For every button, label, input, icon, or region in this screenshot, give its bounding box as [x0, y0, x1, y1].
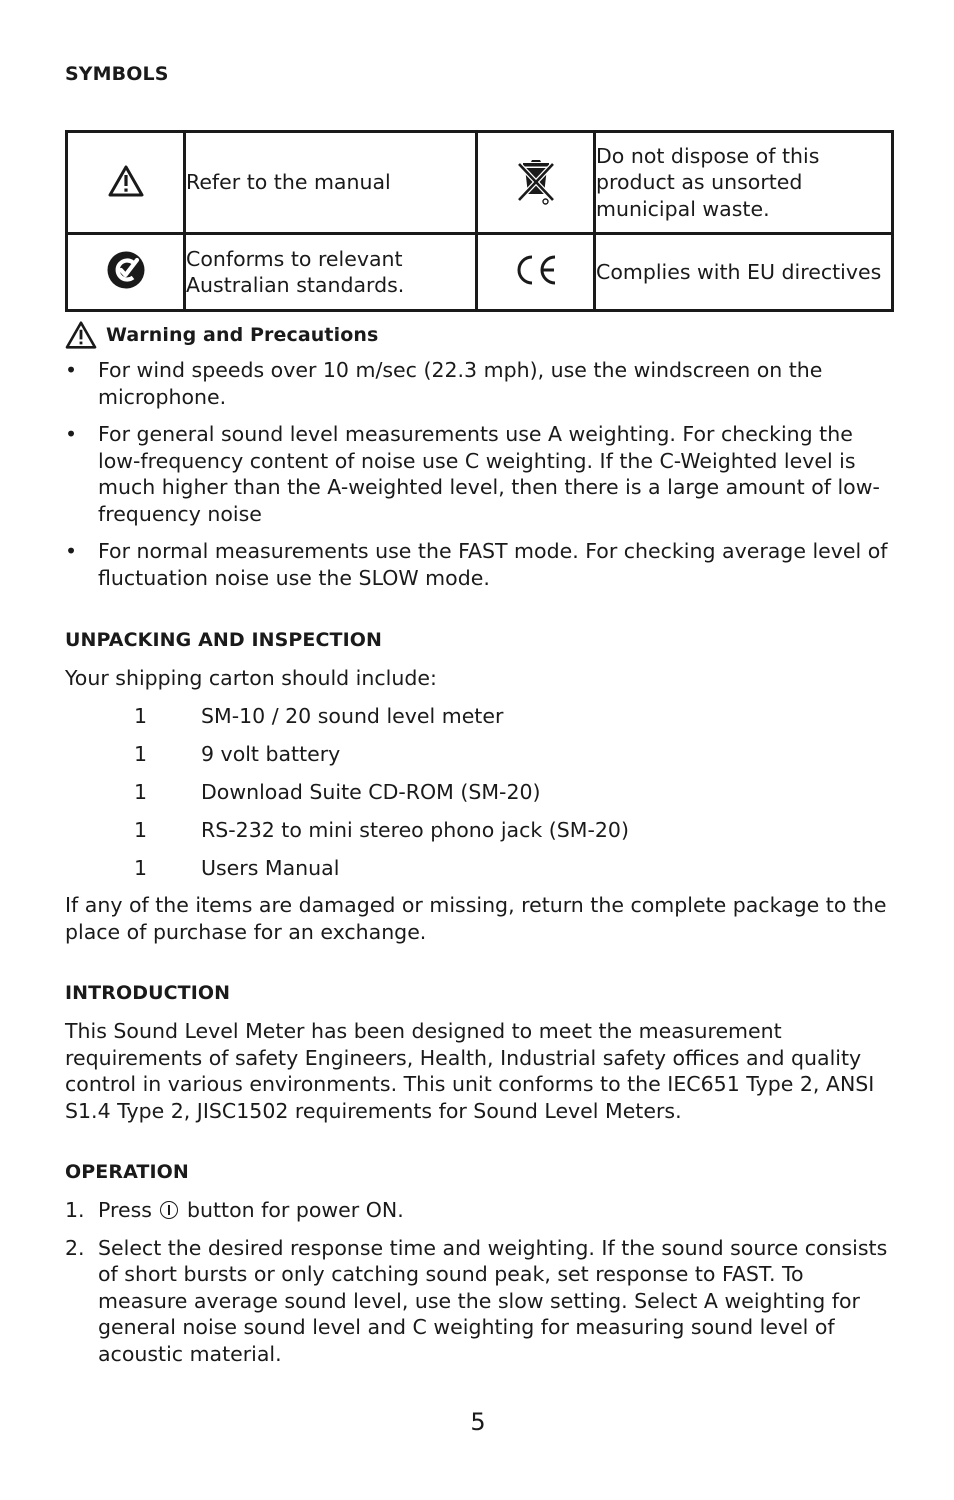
list-item-text: For general sound level measurements use A weighting. For checking the low-frequency content of noise use C weighting. If the C-Weighted level is much higher than the A-weighted level, then there is a large amount of low-frequency noise [98, 422, 880, 526]
item-name: 9 volt battery [201, 742, 341, 766]
operation-heading: OPERATION [65, 1161, 189, 1183]
introduction-text: This Sound Level Meter has been designed to meet the measurement requirements of safety Engineers, Health, Industrial safety offices and quality control in various environments. This unit conforms to the IEC651 Type 2, ANSI S1.4 Type 2, JISC1502 requirements for Sound Level Meters. [65, 1019, 875, 1123]
symbols-heading: SYMBOLS [65, 63, 169, 85]
list-item [65, 1235, 891, 1368]
list-item-text: For normal measurements use the FAST mode. For checking average level of fluctuation noise use the SLOW mode. [98, 539, 888, 590]
symbol-icon-cell [477, 234, 595, 311]
list-item [65, 1197, 891, 1224]
warning-triangle-icon [65, 321, 97, 349]
list-item [65, 357, 891, 410]
item-name: RS-232 to mini stereo phono jack (SM-20) [201, 818, 629, 842]
item-name: Users Manual [201, 856, 340, 880]
warnings-heading [65, 321, 378, 349]
item-quantity: 1 [134, 704, 148, 728]
list-item [65, 855, 891, 893]
list-item-text: For wind speeds over 10 m/sec (22.3 mph), use the windscreen on the microphone. [98, 358, 823, 409]
symbol-icon-cell [477, 132, 595, 234]
symbol-description: Do not dispose of this product as unsorted municipal waste. [595, 132, 893, 234]
introduction-heading: INTRODUCTION [65, 982, 231, 1004]
step-text: Select the desired response time and weighting. If the sound source consists of short bursts or only catching sound peak, set response to FAST. To measure average sound level, use the slow setting. Select A weighting for general noise sound level and C weighting for measuring sound level of acoustic material. [98, 1235, 888, 1366]
warning-triangle-icon [108, 165, 144, 197]
symbol-icon-cell [67, 234, 185, 311]
unpacking-heading: UNPACKING AND INSPECTION [65, 629, 383, 651]
bullet-marker: • [65, 539, 78, 563]
warnings-list [65, 357, 891, 602]
symbol-description: Refer to the manual [185, 132, 477, 234]
item-quantity: 1 [134, 742, 148, 766]
item-quantity: 1 [134, 818, 148, 842]
power-button-icon [160, 1201, 178, 1219]
list-item [65, 741, 891, 779]
symbol-description: Conforms to relevant Australian standards. [185, 234, 477, 311]
list-item [65, 779, 891, 817]
page-number: 5 [470, 1408, 486, 1436]
step-text-after: button for power ON. [187, 1198, 404, 1222]
list-item [65, 703, 891, 741]
unpacking-intro: Your shipping carton should include: [65, 666, 437, 690]
step-number: 1. [65, 1198, 85, 1222]
item-quantity: 1 [134, 856, 148, 880]
symbols-table [65, 130, 894, 312]
symbol-description: Complies with EU directives [595, 234, 893, 311]
list-item [65, 538, 891, 591]
item-name: Download Suite CD-ROM (SM-20) [201, 780, 541, 804]
bullet-marker: • [65, 358, 78, 382]
unpacking-note: If any of the items are damaged or missing, return the complete package to the place of purchase for an exchange. [65, 893, 887, 944]
symbols-row [67, 234, 893, 311]
operation-steps [65, 1197, 891, 1378]
symbol-icon-cell [67, 132, 185, 234]
item-name: SM-10 / 20 sound level meter [201, 704, 504, 728]
c-tick-icon [106, 250, 146, 290]
warnings-heading-label: Warning and Precautions [106, 324, 379, 346]
ce-mark-icon [513, 253, 559, 287]
list-item [65, 421, 891, 527]
crossed-out-bin-icon [515, 154, 557, 208]
step-text-before: Press [98, 1198, 152, 1222]
bullet-marker: • [65, 422, 78, 446]
symbols-row [67, 132, 893, 234]
step-number: 2. [65, 1235, 85, 1260]
list-item [65, 817, 891, 855]
contents-list [65, 703, 891, 893]
item-quantity: 1 [134, 780, 148, 804]
